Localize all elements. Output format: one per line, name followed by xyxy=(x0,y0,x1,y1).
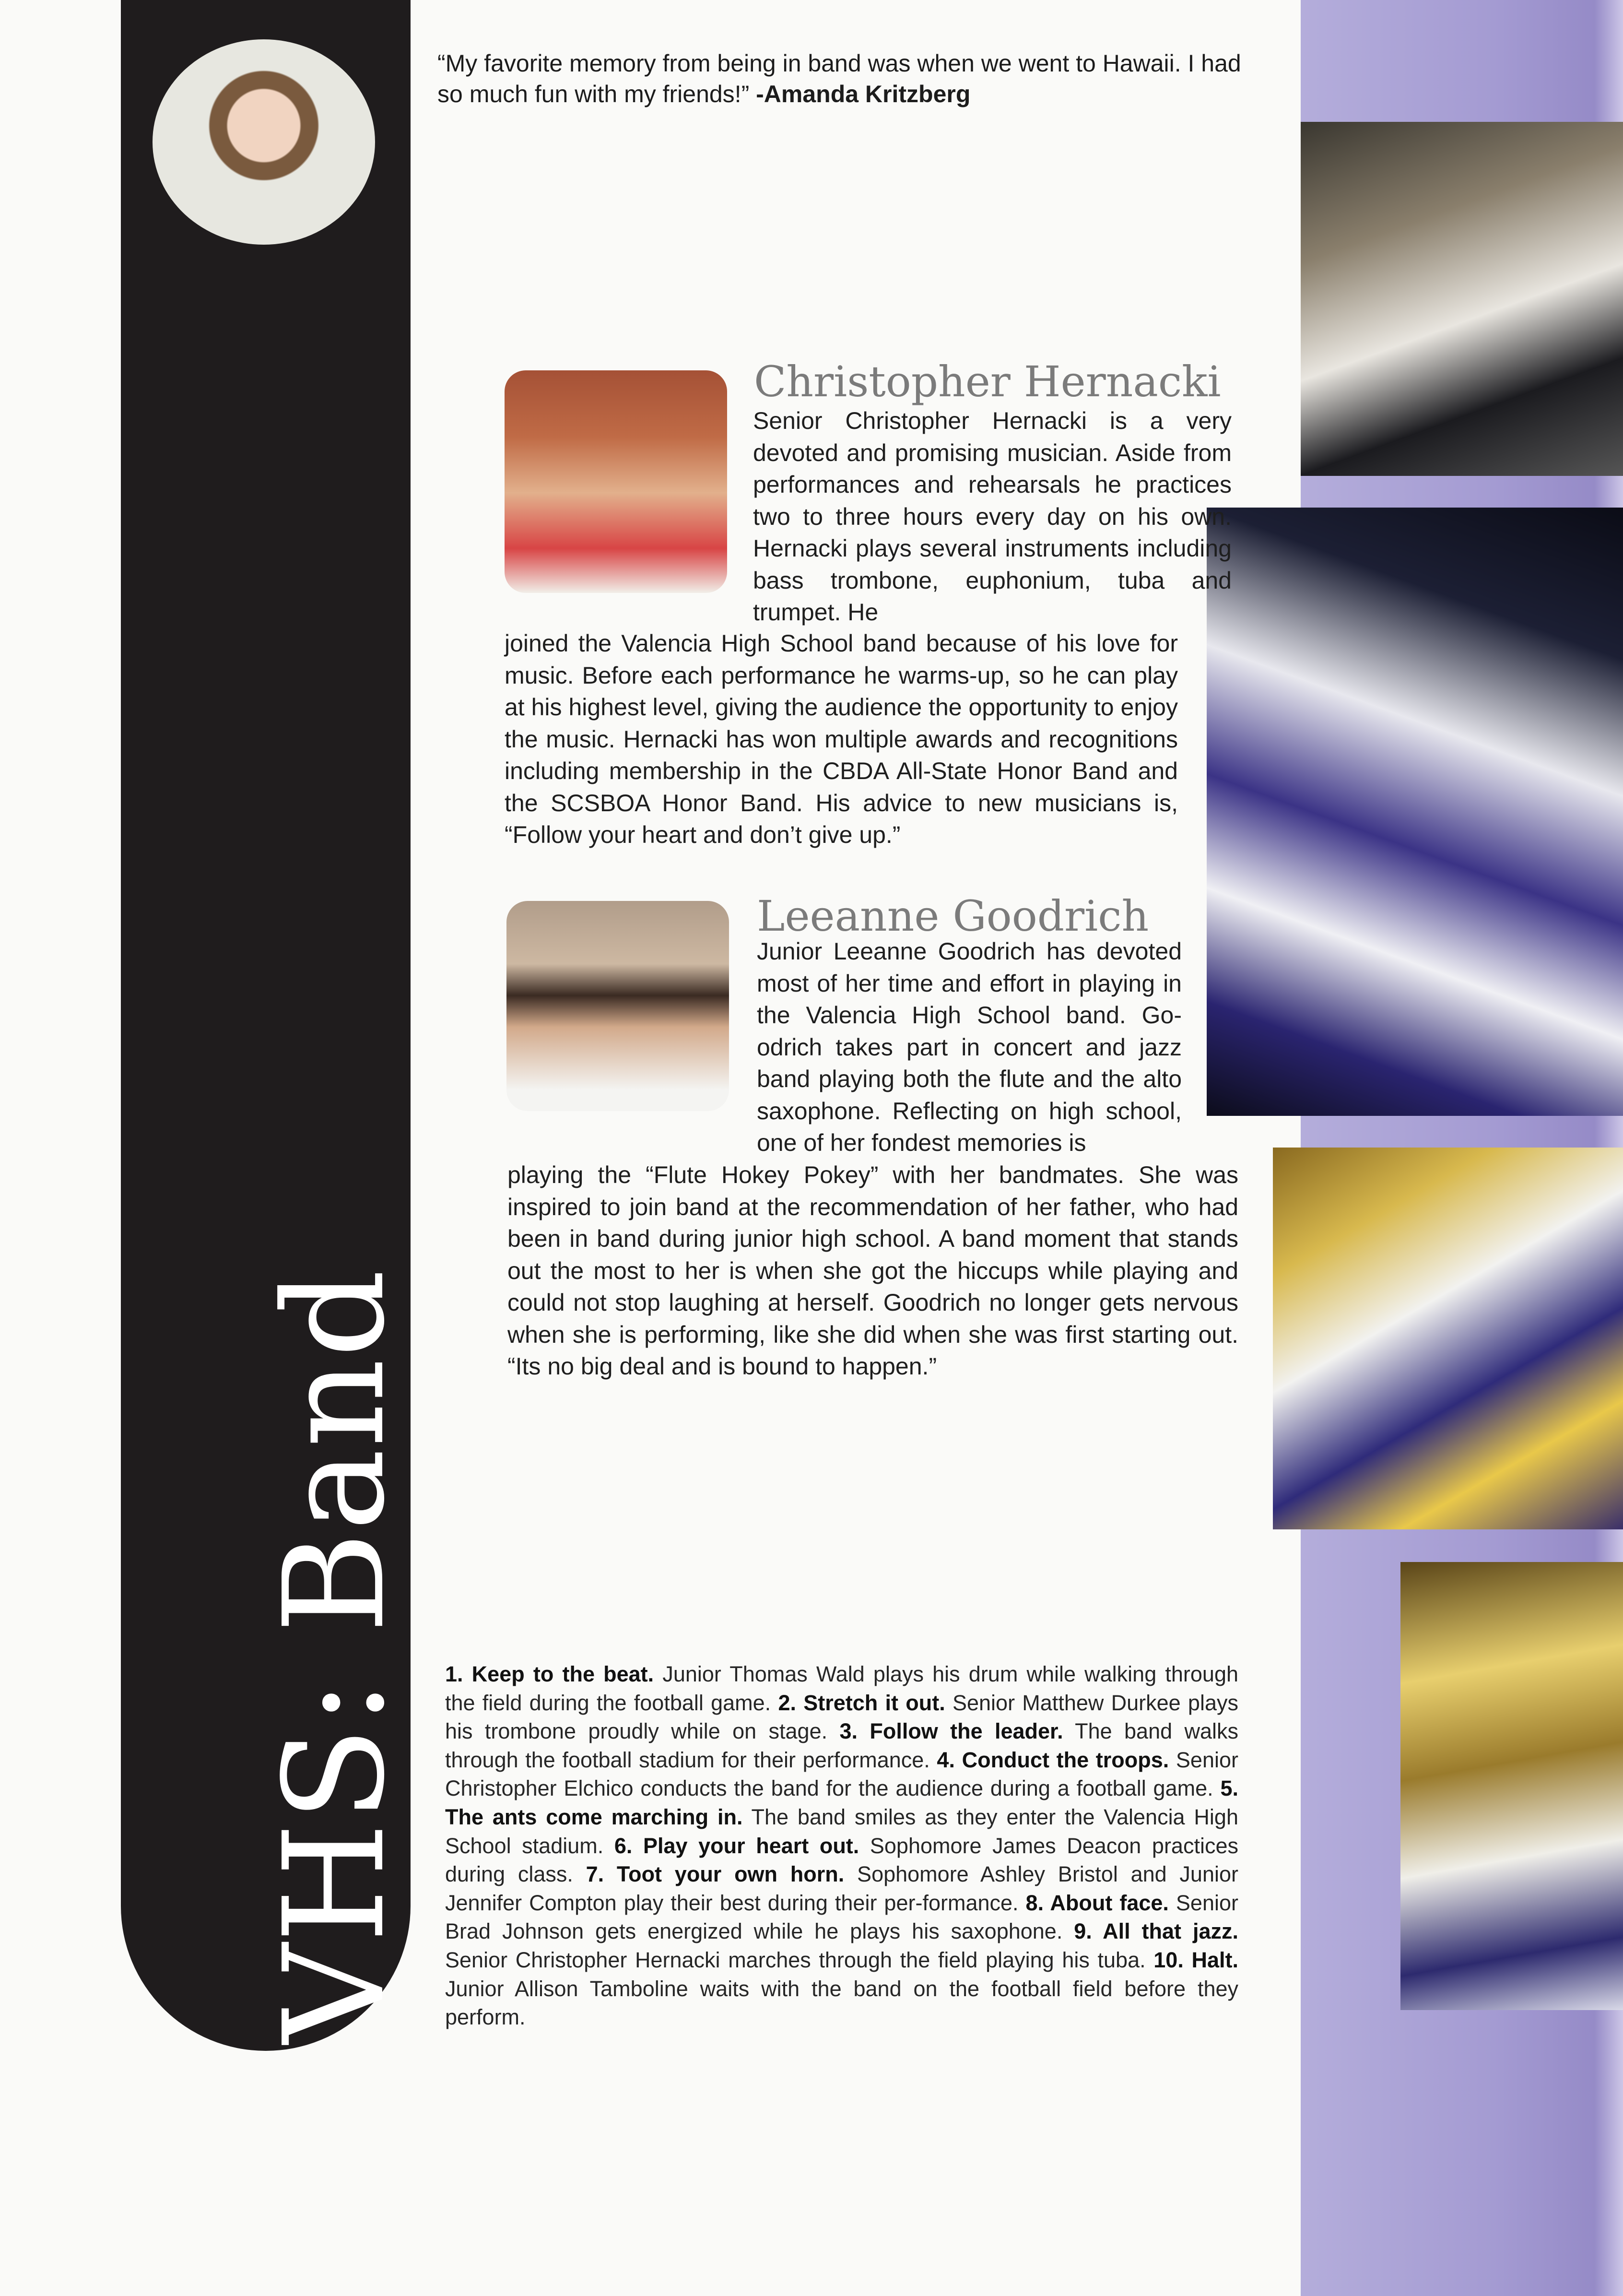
caption-text: Senior Matthew Durkee plays his trombone proudly while on stage. xyxy=(445,1690,1238,1744)
quote-block xyxy=(437,48,1262,109)
quote-author: -Amanda Kritzberg xyxy=(756,81,971,107)
caption-title: 10. Halt. xyxy=(1153,1947,1238,1972)
caption-title: 8. About face. xyxy=(1025,1890,1169,1915)
caption-text: The band smiles as they enter the Valencia High School stadium. xyxy=(445,1804,1238,1858)
caption-title: 9. All that jazz. xyxy=(1074,1919,1238,1944)
caption-title: 1. Keep to the beat. xyxy=(445,1662,654,1686)
caption-title: 5. The ants come marching in. xyxy=(445,1776,1238,1829)
caption-text: Senior Christopher Hernacki marches through the field playing his tuba. xyxy=(445,1947,1154,1972)
photo-captions xyxy=(445,1660,1238,2032)
photo-conductor-band xyxy=(1207,508,1623,1116)
caption-title: 4. Conduct the troops. xyxy=(937,1747,1169,1772)
caption-text: Sophomore Ashley Bristol and Junior Jennifer Compton play their best during their per-formance. xyxy=(445,1862,1238,1915)
profile-name: Christopher Hernacki xyxy=(754,357,1221,406)
caption-title: 3. Follow the leader. xyxy=(839,1719,1063,1744)
caption-title: 7. Toot your own horn. xyxy=(586,1862,845,1887)
profile-bio-top: Junior Leeanne Goodrich has devoted most of her time and effort in playing in the Valencia High School band. Go-odrich takes part in concert and jazz band playing both the flute and the alto saxophone. Reflecting on high school, one of her fondest memories is xyxy=(757,938,1182,1156)
quote-portrait xyxy=(153,39,375,245)
caption-title: 2. Stretch it out. xyxy=(778,1690,945,1715)
caption-text: Sophomore James Deacon practices during class. xyxy=(445,1833,1238,1887)
caption-title: 6. Play your heart out. xyxy=(614,1833,859,1858)
caption-text: Senior Christopher Elchico conducts the band for the audience during a football game. xyxy=(445,1747,1238,1801)
caption-text: The band walks through the football stadium for their performance. xyxy=(445,1719,1238,1772)
profile-bio-bottom: joined the Valencia High School band because of his love for music. Before each performance he warms-up, so he can play at his highest level, giving the audience the opportunity to enjoy the music. Hernacki has won multiple awards and recognitions including membership in the CBDA All-State Honor Band and the SCSBOA Honor Band. His advice to new musicians is, “Follow your heart and don’t give up.” xyxy=(505,630,1178,848)
profile-portrait-hernacki xyxy=(505,370,727,593)
caption-text: Junior Allison Tamboline waits with the band on the football field before they perform. xyxy=(445,1976,1238,2030)
profile-bio-top: Senior Christopher Hernacki is a very devoted and promising musician. Aside from performances and rehearsals he practices two to three hours every day on his own. Hernacki plays several instruments including bass trombone, euphonium, tuba and trumpet. He xyxy=(753,407,1232,626)
photo-saxophone-player xyxy=(1273,1148,1623,1529)
profile-name: Leeanne Goodrich xyxy=(757,891,1149,941)
photo-drummer xyxy=(1301,122,1623,476)
quote-text: “My favorite memory from being in band was when we went to Hawaii. I had so much fun with my friends!” xyxy=(437,50,1241,107)
caption-text: Senior Brad Johnson gets energized while he plays his saxophone. xyxy=(445,1890,1238,1944)
photo-tuba xyxy=(1400,1562,1623,2010)
profile-portrait-goodrich xyxy=(506,901,729,1111)
page-title: VHS: Band xyxy=(254,1268,415,2044)
caption-text: Junior Thomas Wald plays his drum while walking through the field during the football game. xyxy=(445,1662,1238,1715)
profile-bio-bottom: playing the “Flute Hokey Pokey” with her bandmates. She was inspired to join band at the recommendation of her father, who had been in band during junior high school. A band moment that stands out the most to her is when she got the hiccups while playing and could not stop laughing at herself. Goodrich no longer gets nervous when she is performing, like she did when she was first starting out. “Its no big deal and is bound to happen.” xyxy=(507,1161,1238,1380)
